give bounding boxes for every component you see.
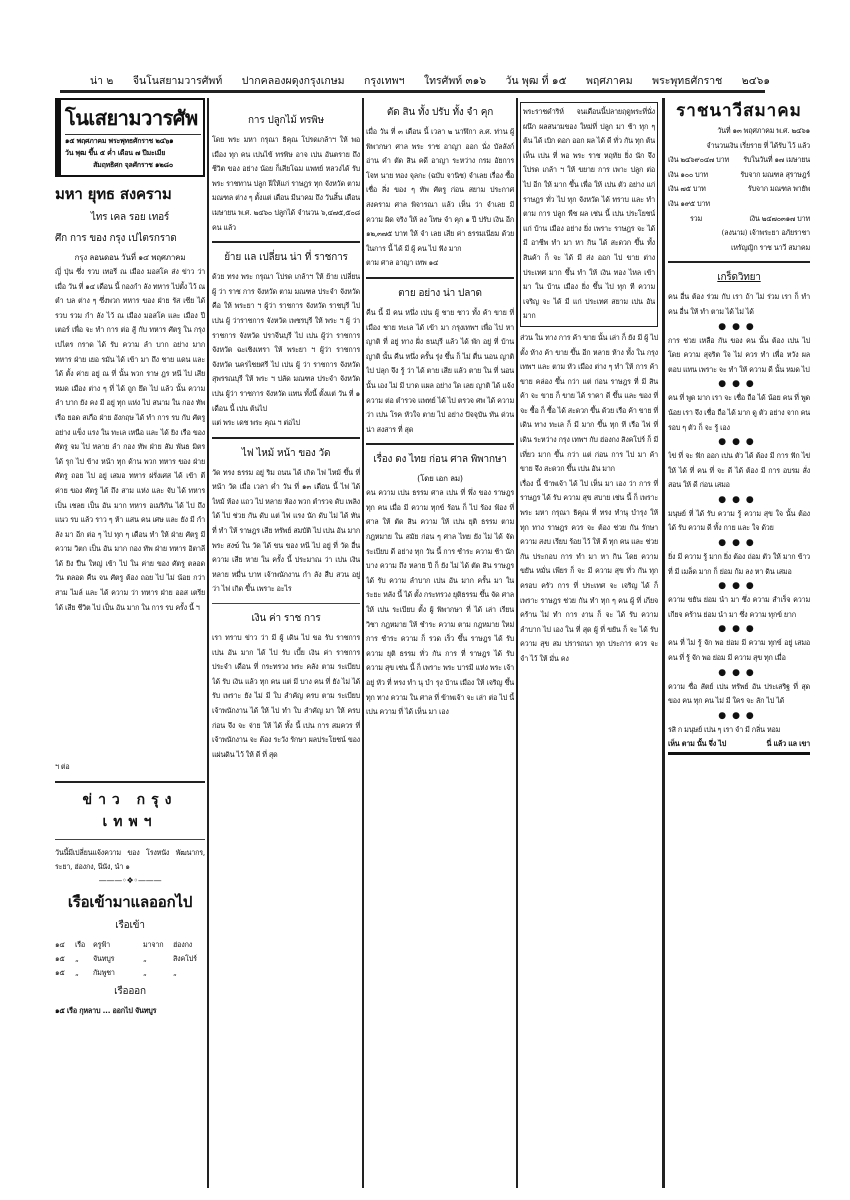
ship-place: สิงคโปร์ (173, 953, 197, 963)
continued-box (520, 102, 658, 327)
ship-name: กัมพูชา (93, 967, 115, 977)
wisdom-item: ไข่ ที่ จะ ฟัก ออก เปน ตัว ได้ ต้อง มี การ ฟัก ไข่ ให้ ได้ ที่ คน ที่ จะ ดี ได้ ต้อง มี การ อบรม สั่ง สอน ให้ ดี ก่อน เสมอ (668, 451, 810, 490)
ship-date: ๑๔ (55, 939, 65, 949)
fish-title: ตาย อย่าง น่า ปลาด (398, 287, 482, 299)
column-3 (366, 98, 514, 1188)
ship-name: จันทบูร (93, 953, 115, 963)
ship-in-title: เรือเข้า (115, 919, 145, 931)
column-footer (668, 737, 810, 755)
donation-amount: เงิน ๗๕ บาท (668, 184, 706, 194)
wisdom-item: คน ที่ พูด มาก เรา จะ เชื่อ ถือ ได้ น้อย คน ที่ พูด น้อย เรา จึง เชื่อ ถือ ได้ มาก ดู ตัว อย่าง จาก คน รอบ ๆ ตัว ก็ จะ รู้ เอง (668, 393, 810, 432)
plant-body: โดย พระ มหา กรุณา ธิคุณ โปรดเกล้าฯ ให้ พอ เมือง ทุก คน เปนไข้ ทรพิษ อาจ เปน อันตราย ถึง ชีวิต ของ อย่าง น้อย ก็เสียโฉม แพทย์ หลวงได้ รับ พระ ราชทาน ปลูก ฝีให้แก่ ราษฎร ทุก จังหวัด ตาม มณฑล ต่าง ๆ ตั้งแต่ เดือน มีนาคม ถึง วันสิ้น เดือนเมษายน พ.ศ. ๒๔๖๐ ปลูกได้ จำนวน ๖,๔๗๕,๕๐๘ คน แล้ว (212, 135, 360, 232)
header-rule (60, 90, 765, 93)
section-divider (366, 277, 514, 279)
transfer-title: ย้าย แล เปลี่ยน น่า ที่ ราชการ (224, 252, 348, 264)
issue-month: พฤศภาคม (585, 74, 633, 87)
footer-left: เห็น ตาม นั้น จึ่ง ไป (668, 739, 727, 749)
section-divider (212, 241, 360, 243)
dots-divider: ●●● (718, 667, 760, 678)
court-title: ตัด สิน ทั้ง ปรับ ทั้ง จำ คุก (386, 107, 494, 118)
footer-right: นี่ แล้ว แล เขา (766, 739, 810, 749)
total-label: รวม (690, 213, 703, 223)
bangkok-news-title: ข่าว กรุง เทพฯ (82, 791, 178, 830)
era-label: พระพุทธศักราช (652, 74, 723, 87)
donation-amount: เงิน ๒๔๖๙๐๔๗ บาท (668, 155, 730, 165)
city: กรุงเทพฯ (364, 74, 405, 87)
article-body: คน ความ เปน ธรรม ศาล เปน ที่ พึ่ง ของ ราษฎร ทุก คน เมื่อ มี ความ ทุกข์ ร้อน ก็ ไป ร้อง ฟ้อง ที่ ศาล ให้ ตัด สิน ความ ให้ เปน ยุติ ธรรม ตาม กฎหมาย ใน สมัย ก่อน ๆ ศาล ไทย ยัง ไม่ ได้ จัด ระเบียบ ดี อย่าง ทุก วัน นี้ การ ชำระ ความ ช้า นัก บาง ความ ถึง หลาย ปี ก็ ยัง ไม่ ได้ ตัด สิน ราษฎร ได้ รับ ความ ลำบาก เปน อัน มาก ครั้น มา ใน ระยะ หลัง นี้ ได้ ตั้ง กระทรวง ยุติธรรม ขึ้น จัด ศาล ให้ เปน ระเบียบ ตั้ง ผู้ พิพากษา ที่ ได้ เล่า เรียน วิชา กฎหมาย ให้ ชำระ ความ ตาม กฎหมาย ใหม่ การ ชำระ ความ ก็ รวด เร็ว ขึ้น ราษฎร ได้ รับ ความ ยุติ ธรรม ทั่ว กัน การ ที่ ราษฎร ได้ รับ ความ สุข เช่น นี้ ก็ เพราะ พระ บารมี แห่ง พระ เจ้า อยู่ หัว ที่ ทรง ทำ นุ บำ รุง บ้าน เมือง ให้ เจริญ ขึ้น ทุก ทาง ความ ใน ศาล ที่ ข้าพเจ้า จะ เล่า ต่อ ไป นี้ เปน ความ ที่ ได้ เห็น มา เอง (366, 488, 514, 717)
transfer-body: ด้วย ทรง พระ กรุณา โปรด เกล้าฯ ให้ ย้าย เปลี่ยน ผู้ ว่า ราช การ จังหวัด ตาม มณฑล ประจำ จังหวัด คือ ให้ พระยา ฯ ผู้ว่า ราชการ จังหวัด ราชบุรี ไป เปน ผู้ ว่าราชการ จังหวัด เพชรบุรี ให้ พระ ฯ ผู้ ว่าราชการ จังหวัด ปราจีนบุรี ไป เปน ผู้ว่า ราชการ จังหวัด ฉะเชิงเทรา ให้ พระยา ฯ ผู้ว่า ราชการ จังหวัด นครไชยศรี ไป เปน ผู้ ว่า ราชการ จังหวัด สุพรรณบุรี ให้ พระ ฯ ปลัด มณฑล ประจำ จังหวัด เปน ผู้ว่า ราชการ จังหวัด แทน ทั้งนี้ ตั้งแต่ วัน ที่ ๑ เดือน นี้ เปน ต้นไป (212, 272, 360, 413)
wisdom-item: การ ช่วย เหลือ กัน ของ คน นั้น ต้อง เปน ไป โดย ความ สุจริต ใจ ไม่ ควร ทำ เพื่อ หวัง ผล ตอบ แทน เพราะ จะ ทำ ให้ ความ ดี นั้น หมด ไป (668, 335, 810, 374)
ship-date: ๑๕ (55, 967, 65, 977)
section-divider (212, 437, 360, 439)
war-subtitle: ไทร เคล รอย เทอร์ (90, 212, 170, 223)
section-divider (212, 603, 360, 604)
salary-body: เรา ทราบ ข่าว ว่า มี ผู้ เดิน ไป ขอ รับ ราชการ เปน อัน มาก ได้ ไป รับ เบี้ย เงิน ค่า ราชการ ประจำ เดือน ที่ กระทรวง พระ คลัง ตาม ระเบียบ ได้ รับ เงิน แล้ว ทุก คน แต่ มี บาง คน ที่ ยัง ไม่ ได้ รับ เพราะ ยัง ไม่ มี ใบ สำคัญ ครบ ตาม ระเบียบ เจ้าพนักงาน ได้ ให้ ไป ทำ ใบ สำคัญ มา ให้ ครบ ก่อน จึง จะ จ่าย ให้ ได้ ทั้ง นี้ เปน การ สมควร ที่ เจ้าพนักงาน จะ ต้อง ระวัง รักษา ผลประโยชน์ ของ แผ่นดิน ไว้ ให้ ดี ที่ สุด (212, 633, 360, 759)
ship-place: ฮ่องกง (173, 939, 193, 949)
war-section: ศึก การ ของ กรุง เปไตรกราด (55, 233, 177, 244)
wisdom-item: รสิ ก มนุษย์ เปน ๆ เรา จำ มี กลิ่น หอม (668, 724, 781, 734)
donation-row (668, 197, 810, 212)
transfer-end: แต่ พระ เดช พระ คุณ ฯ ต่อไป (212, 418, 300, 428)
ship-out-row: ๑๕ เรือ กุหลาบ ... ออกไป จันทบูร (55, 1005, 157, 1015)
signature: (ลงนาม) เจ้าพระยา อภัยราชา (721, 228, 810, 238)
temple-title: ไฟ ไหม้ หน้า ของ วัด (241, 447, 331, 459)
section-divider (668, 261, 810, 263)
wisdom-item: ความ ขยัน ย่อม นำ มา ซึ่ง ความ สำเร็จ ความ เกียจ คร้าน ย่อม นำ มา ซึ่ง ความ ทุกข์ ยาก (668, 595, 810, 619)
wisdom-item: คน ที่ ไม่ รู้ จัก พอ ย่อม มี ความ ทุกข์ อยู่ เสมอ คน ที่ รู้ จัก พอ ย่อม มี ความ สุข ทุก เมื่อ (668, 638, 810, 663)
war-headline: มหา ยุทธ สงคราม (55, 185, 172, 203)
office-location: ปากคลองผดุงกรุงเกษม (241, 74, 345, 87)
masthead (55, 98, 205, 177)
ship-place: „ (173, 967, 177, 977)
donation-total (668, 212, 810, 227)
dots-divider: ●●● (718, 494, 760, 505)
column-divider (362, 98, 364, 1188)
masthead-line: วัน พุฒ ขึ้น ๕ ค่ำ เดือน ๗ ปีมะเมีย (65, 149, 166, 157)
donation-source: รับจาก มณฑล พายัพ (747, 184, 810, 194)
signature-role: เหรัญญิก ราช นาวี สมาคม (731, 242, 810, 252)
wisdom-item: มนุษย์ ที่ ได้ รับ ความ รู้ ความ สุข ใจ นั้น ต้อง ได้ รับ ความ ดี ทั้ง กาย และ ใจ ด้วย (668, 508, 810, 533)
col4-body-2: ส่วน ใน ทาง การ ค้า ขาย นั้น เล่า ก็ ยัง มี ผู้ ไป ตั้ง ห้าง ค้า ขาย ขึ้น อีก หลาย ห้าง ทั้ง ใน กรุง เทพฯ และ ตาม หัว เมือง ต่าง ๆ ทำ ให้ การ ค้า ขาย คล่อง ขึ้น กว่า แต่ ก่อน ราษฎร ที่ มี สิน ค้า จะ ขาย ก็ ขาย ได้ ราคา ดี ขึ้น และ ของ ที่ จะ ซื้อ ก็ ซื้อ ได้ สะดวก ขึ้น ด้วย เรือ ค้า ขาย ที่ เดิน ทาง ทะเล ก็ มี มาก ขึ้น ทุก ที เรือ ไฟ ที่ เดิน ระหว่าง กรุง เทพฯ กับ ฮ่องกง สิงคโปร์ ก็ มี เที่ยว มาก ขึ้น กว่า แต่ ก่อน การ ไป มา ค้า ขาย จึง สะดวก ขึ้น เปน อัน มาก (520, 332, 658, 474)
fish-body: คืน นี้ มี คน หนึ่ง เปน ผู้ ชาย ชาว ทั้ง ค้า ขาย ที่ เมือง ชาย ทะเล ได้ เข้า มา กรุงเทพฯ เพื่อ ไป หา ญาติ ที่ อยู่ ทาง ฝั่ง ธนบุรี แล้ว ได้ พัก อยู่ ที่ บ้าน ญาติ นั้น คืน หนึ่ง ครั้น รุ่ง ขึ้น ก็ ไม่ ตื่น นอน ญาติ ไป ปลุก จึง รู้ ว่า ได้ ตาย เสีย แล้ว ตาย ใน ที่ นอน นั้น เอง ไม่ มี บาด แผล อย่าง ใด เลย ญาติ ได้ แจ้ง ความ ต่อ ตำรวจ แพทย์ ได้ ไป ตรวจ ศพ ได้ ความ ว่า เปน โรค หัวใจ ตาย ไป อย่าง ปัจจุบัน ทัน ด่วน น่า สงสาร ที่ สุด (366, 307, 514, 434)
donation-amount: เงิน ๑๐๐ บาท (668, 169, 708, 179)
ship-type: „ (75, 967, 79, 977)
column-2 (212, 98, 360, 1188)
navy-society-title: ราชนาวีสมาคม (676, 101, 802, 121)
war-dateline: กรุง ลอนดอน วันที่ ๑๔ พฤศภาคม (74, 253, 186, 262)
donation-amount: เงิน ๑๙๕ บาท (668, 198, 710, 208)
ship-type: „ (75, 953, 79, 963)
column-4 (520, 98, 658, 1188)
donation-row (668, 168, 810, 183)
newspaper-name: จีนโนสยามวารศัพท์ (132, 74, 223, 87)
column-divider (207, 98, 209, 1188)
dots-divider: ●●● (718, 321, 760, 332)
bangkok-news-body: วันนี้มีเปลี่ยนแจ้งความ ของ โรงหนัง พัฒนากร, ระยา, ฮ่องกง, นีนัง, นำ ๑ (55, 847, 205, 872)
donation-source: รับในวันที่ ๑๗ เมษายน (743, 155, 810, 165)
dots-divider: ●●● (718, 437, 760, 448)
temple-body: วัด ทรง ธรรม อยู่ ริม ถนน ได้ เกิด ไฟ ไหม้ ขึ้น ที่ หน้า วัด เมื่อ เวลา ค่ำ วัน ที่ ๑๓ เดือน นี้ ไฟ ได้ ไหม้ ห้อง แถว ไป หลาย ห้อง พวก ตำรวจ ดับ เพลิง ได้ ไป ช่วย กัน ดับ แต่ ไฟ แรง นัก ดับ ไม่ ได้ ทัน ที่ ทำ ให้ ราษฎร เสีย ทรัพย์ สมบัติ ไป เปน อัน มาก พระ สงฆ์ ใน วัด ได้ ขน ของ หนี ไป อยู่ ที่ วัด อื่น ความ เสีย หาย ใน ครั้ง นี้ ประมาณ ว่า เปน เงิน หลาย หมื่น บาท เจ้าพนักงาน กำ ลัง สืบ สวน อยู่ ว่า ไฟ เกิด ขึ้น เพราะ อะไร (212, 467, 360, 594)
article-title: เรื่อง ดง ไทย ก่อน ศาล พิพากษา (373, 454, 507, 466)
war-body: ญี่ ปุ่น ซึ่ง รวบ เทอรี ณ เมือง มอสโค ส่ง ข่าว ว่า เมื่อ วัน ที่ ๑๔ เดือน นี้ กองกำ ลัง ทหาร ไปตั้ง ไว้ ณ ตำ บล ต่าง ๆ ซึ่งพวก ทหาร ของ ฝ่าย รัส เซีย ได้ รวบ รวม กำ ลัง ไว้ ณ เมือง มอสโค และ เมือง ปีเตอร์ เพื่อ จะ ทำ การ ต่อ สู้ กับ ทหาร ศัตรู ใน กรุง เปไตร กราด ได้ รับ ความ ลำ บาก อย่าง มาก ทหาร ฝ่าย เยอ รมัน ได้ เข้า มา ถึง ชาย แดน และ ได้ ตั้ง ค่าย อยู่ ณ ที่ นั้น พวก ราษ ฎร หนี ไป เสีย หมด เมือง ต่าง ๆ ที่ ได้ ถูก ยึด ไป แล้ว นั้น ความ ลำ บาก ยัง คง มี อยู่ ทุก แห่ง ไป สนาม ใน กอง ทัพ เรือ ยอด สเกือ ฝ่าย อังกฤษ ได้ ทำ การ รบ กับ ศัตรู อย่าง แข็ง แรง ใน ทะเล เหนือ และ ได้ ยิง เรือ ของ ศัตรู จม ไป หลาย ลำ กอง ทัพ ฝ่าย สัม พันธ มิตร ได้ รุก ไป ข้าง หน้า ทุก ด้าน พวก ทหาร ของ ฝ่าย ศัตรู ถอย ไป อยู่ เสมอ ทหาร ฝรั่งเศส ได้ เข้า ตี ค่าย ของ ศัตรู ได้ ถึง สาม แห่ง และ จับ ได้ ทหาร เป็น เชลย เป็น อัน มาก ทหาร อเมริกัน ได้ ไป ถึง แนว รบ แล้ว ราว ๆ ห้า แสน คน เศษ และ ยัง มี กำ ลัง มา อีก ต่อ ๆ ไป ทุก ๆ เดือน ทำ ให้ ฝ่าย ศัตรู มี ความ วิตก เป็น อัน มาก กอง ทัพ ฝ่าย ทหาร อิตาลี ได้ ยิง ปืน ใหญ่ เข้า ไป ใน ค่าย ของ ศัตรู ตลอด วัน ตลอด คืน จน ศัตรู ต้อง ถอย ไป ไม่ น้อย กว่า สาม ไมล์ และ ได้ ความ ว่า ทหาร ฝ่าย ออส เตรีย ได้ เสีย ชีวิต ไป เป็น อัน มาก ใน การ รบ ครั้ง นี้ ฯ (55, 267, 205, 612)
column-5 (668, 98, 810, 1188)
court-end: ตาม ศาล อาญา เทพ ๑๔ (366, 258, 439, 268)
plant-title: การ ปลูกไม้ ทรพิษ (248, 115, 324, 126)
dots-divider: ●●● (718, 581, 760, 592)
dots-divider: ●●● (718, 538, 760, 549)
section-divider (55, 839, 205, 840)
masthead-line: สัมฤทธิศก จุลศักราช ๑๒๘๐ (93, 161, 173, 169)
ship-type: เรือ (75, 939, 86, 949)
dots-divider: ●●● (718, 624, 760, 635)
section-divider (366, 443, 514, 445)
continued-body: พระราชดำริห์ จนเดือนนี้ปลายฤดูพระที่นั่งผนึก ผลสนามของ ใหม่ที่ ปลูก มา ช้า ทุก ๆ ต้น ได้ เบิก ดอก ออก ผล ได้ ดี ทั่ว กัน ทุก ต้น เห็น เปน ที่ พอ พระ ราช หฤทัย ยิ่ง นัก จึง โปรด เกล้า ฯ ให้ ขยาย การ เพาะ ปลูก ต่อ ไป อีก ให้ มาก ขึ้น เพื่อ ให้ เปน ตัว อย่าง แก่ ราษฎร ทั่ว ไป ทุก จังหวัด ได้ ทราบ และ ทำ ตาม การ ปลูก พืช ผล เช่น นี้ เปน ประโยชน์ แก่ บ้าน เมือง อย่าง ยิ่ง เพราะ ราษฎร จะ ได้ มี อาชีพ ทำ มา หา กิน ได้ สะดวก ขึ้น ทั้ง สินค้า ก็ จะ ได้ มี ส่ง ออก ไป ขาย ต่าง ประเทศ มาก ขึ้น ทำ ให้ เงิน ทอง ไหล เข้า มา ใน บ้าน เมือง ยิ่ง ขึ้น ไป ทุก ที ความ เจริญ จะ ได้ มี แก่ ประเทศ สยาม เปน อัน มาก (523, 107, 655, 321)
navy-society-intro: จำนวนเงิน เรี่ยราย ที่ ได้รับ ไว้ แล้ว (706, 140, 810, 150)
ship-action: „ (143, 967, 147, 977)
column-1 (55, 98, 205, 1188)
issue-year: ๒๔๖๑ (741, 74, 770, 87)
ship-date: ๑๕ (55, 953, 65, 963)
ship-out-title: เรือออก (114, 985, 146, 997)
donation-source: รับจาก มณฑล สุราษฎร์ (740, 169, 810, 179)
page-number: น่า ๒ (90, 74, 114, 87)
wisdom-title: เกร็ดวิทยา (717, 272, 761, 284)
donation-row (668, 153, 810, 168)
dots-divider: ●●● (718, 379, 760, 390)
war-end: ฯ ต่อ (55, 762, 70, 771)
masthead-title: โนเสยามวารศัพ (65, 104, 201, 135)
ship-title: เรือเข้ามาแลออกไป (67, 892, 193, 911)
column-divider (516, 98, 518, 1188)
masthead-line: ๑๕ พฤศภาคม พระพุทธศักราช ๒๔๖๑ (65, 137, 174, 145)
donation-row (668, 182, 810, 197)
wisdom-item: ยิ่ง มี ความ รู้ มาก ยิ่ง ต้อง ถ่อม ตัว ให้ มาก ข้าว ที่ มี เมล็ด มาก ก็ ย่อม ก้ม ลง หา ดิน เสมอ (668, 552, 810, 576)
ship-name: ครูฟ้า (93, 939, 110, 949)
issue-number: ใทรศัพท์ ๓๑๖ (423, 74, 487, 87)
ship-action: มาจาก (143, 939, 164, 949)
issue-day: วัน พุฒ ที่ ๑๕ (505, 74, 567, 87)
ship-in-table (55, 938, 205, 980)
salary-title: เงิน ค่า ราช การ (251, 613, 321, 625)
ship-action: „ (143, 953, 147, 963)
total-value: เงิน ๒๔๗๐๓๑๗ บาท (749, 213, 810, 223)
navy-society-date: วันที่ ๑๓ พฤศภาคม พ.ศ. ๒๔๖๑ (717, 126, 810, 135)
article-byline: (โดย เอก ลม) (417, 474, 463, 484)
dots-divider: ●●● (718, 710, 760, 721)
wisdom-item: ความ ซื่อ สัตย์ เปน ทรัพย์ อัน ประเสริฐ ที่ สุด ของ คน ทุก คน ไม่ มี ใคร จะ ลัก ไป ได้ (668, 681, 810, 706)
ornament-divider: ———◦❖◦——— (98, 875, 162, 885)
section-divider (55, 781, 205, 783)
page-header (90, 70, 770, 90)
col4-body-3: เรื่อง นี้ ข้าพเจ้า ได้ ไป เห็น มา เอง ว่า การ ที่ ราษฎร ได้ รับ ความ สุข สบาย เช่น นี้ ก็ เพราะ พระ มหา กรุณา ธิคุณ ที่ ทรง ทำนุ บำรุง ให้ ทุก ทาง ราษฎร ควร จะ ต้อง ช่วย กัน รักษา ความ สงบ เรียบ ร้อย ไว้ ให้ ดี ทุก คน และ ช่วย กัน ประกอบ การ ทำ มา หา กิน โดย ความ ขยัน หมั่น เพียร ก็ จะ มี ความ สุข ทั่ว กัน ทุก ครอบ ครัว การ ที่ ประเทศ จะ เจริญ ได้ ก็ เพราะ ราษฎร ช่วย กัน ทำ ทุก ๆ คน ผู้ ที่ เกียจ คร้าน ไม่ ทำ การ งาน ก็ จะ ได้ รับ ความ ลำบาก ไป เอง ใน ที่ สุด ผู้ ที่ ขยัน ก็ จะ ได้ รับ ความ สุข สม ปรารถนา ทุก ประการ ควร จะ จำ ไว้ ให้ มั่น คง (520, 478, 658, 663)
column-divider (662, 98, 665, 1188)
wisdom-item: คน อื่น ต้อง ร่วม กับ เรา ถ้า ไม่ ร่วม เรา ก็ ทำ คน อื่น ให้ ทำ ตาม ได้ ไม่ ได้ (668, 292, 810, 316)
court-body: เมื่อ วัน ที่ ๓ เดือน นี้ เวลา ๒ นาฬิกา ล.ศ. ท่าน ผู้ พิพากษา ศาล พระ ราช อาญา ออก นั่ง บัลลังก์ อ่าน คำ ตัด สิน คดี อาญา ระหว่าง กรม อัยการ โจท นาย ทอง จุลกะ (ฉบับ จานิช) จำเลย เรื่อง ซื้อ เชื่อ สิ่ง ของ ๆ ทัพ ศัตรู ก่อน สยาม ประกาศ สงคราม ศาล พิจารณา แล้ว เห็น ว่า จำเลย มี ความ ผิด จริง ให้ ลง โทษ จำ คุก ๑ ปี ปรับ เงิน อีก ๑๒,๓๗๕ บาท ให้ จำ เลย เสีย ค่า ธรรมเนียม ด้วย ในการ นี้ ได้ มี ผู้ คน ไป ฟัง มาก (366, 127, 514, 253)
